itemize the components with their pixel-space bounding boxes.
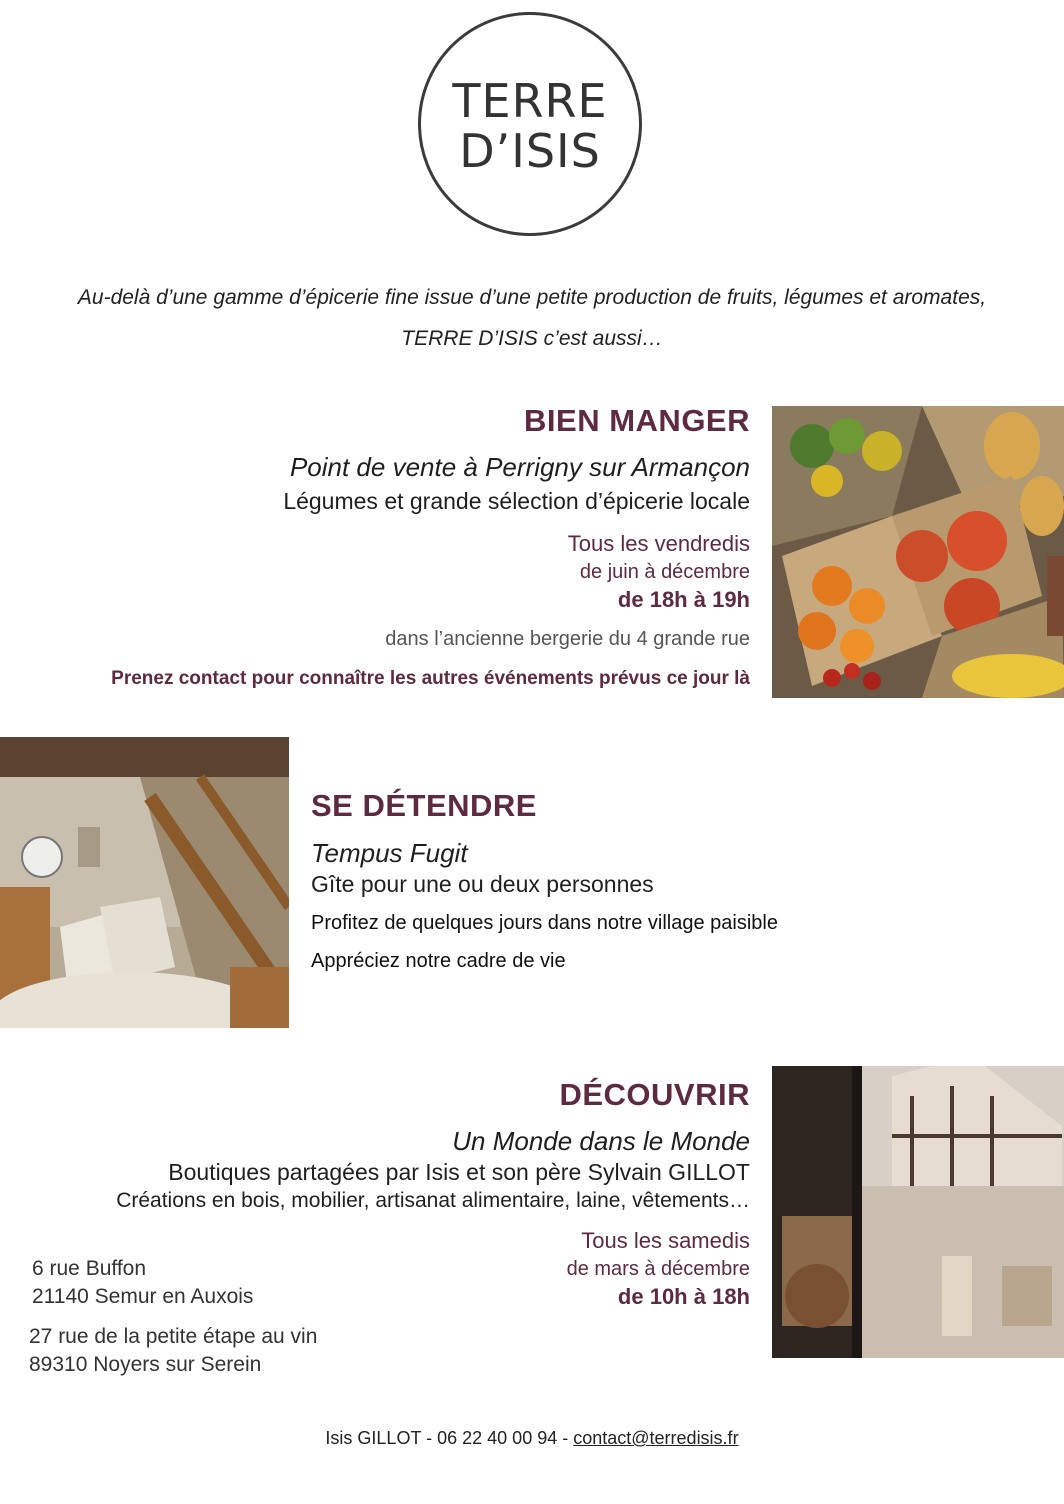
- vegetables-crates-photo: [772, 406, 1064, 698]
- se-detendre-description: Gîte pour une ou deux personnes: [311, 871, 654, 897]
- decouvrir-heading: DÉCOUVRIR: [559, 1077, 750, 1112]
- bien-manger-schedule-hours: de 18h à 19h: [617, 587, 750, 612]
- address-noyers-city: 89310 Noyers sur Serein: [29, 1353, 262, 1376]
- decouvrir-subtitle: Un Monde dans le Monde: [452, 1126, 750, 1156]
- decouvrir-schedule-period: de mars à décembre: [566, 1258, 750, 1280]
- address-semur-city: 21140 Semur en Auxois: [32, 1285, 254, 1308]
- footer-email-link[interactable]: contact@terredisis.fr: [573, 1428, 739, 1448]
- se-detendre-line-2: Appréciez notre cadre de vie: [311, 950, 566, 972]
- decouvrir-description-1: Boutiques partagées par Isis et son père Sylvain GILLOT: [168, 1159, 750, 1185]
- bien-manger-subtitle: Point de vente à Perrigny sur Armançon: [289, 452, 750, 482]
- bien-manger-contact-note: Prenez contact pour connaître les autres événements prévus ce jour là: [111, 668, 750, 689]
- decouvrir-schedule-hours: de 10h à 18h: [617, 1284, 750, 1309]
- bien-manger-location: dans l’ancienne bergerie du 4 grande rue: [385, 628, 750, 650]
- decouvrir-description-2: Créations en bois, mobilier, artisanat alimentaire, laine, vêtements…: [116, 1189, 750, 1212]
- decouvrir-schedule-day: Tous les samedis: [581, 1228, 750, 1253]
- address-noyers: [29, 1323, 317, 1379]
- bien-manger-description: Légumes et grande sélection d’épicerie locale: [283, 488, 750, 514]
- se-detendre-line-1: Profitez de quelques jours dans notre village paisible: [311, 912, 778, 934]
- terre-disis-logo: [418, 12, 642, 236]
- logo-line-2: D’ISIS: [459, 124, 601, 178]
- footer-contact-text: Isis GILLOT - 06 22 40 00 94 -: [325, 1428, 574, 1448]
- footer-contact: [0, 1428, 1064, 1449]
- logo-line-1: TERRE: [452, 74, 608, 128]
- shop-storefront-photo: [772, 1066, 1064, 1358]
- bien-manger-schedule-period: de juin à décembre: [579, 561, 750, 583]
- address-semur: [32, 1255, 253, 1311]
- se-detendre-subtitle: Tempus Fugit: [311, 838, 468, 868]
- address-noyers-street: 27 rue de la petite étape au vin: [29, 1325, 318, 1348]
- intro-line-2: TERRE D’ISIS c’est aussi…: [401, 327, 663, 350]
- se-detendre-heading: SE DÉTENDRE: [311, 788, 537, 823]
- bien-manger-schedule-day: Tous les vendredis: [567, 531, 750, 556]
- address-semur-street: 6 rue Buffon: [32, 1257, 147, 1280]
- gite-interior-photo: [0, 737, 289, 1028]
- bien-manger-heading: BIEN MANGER: [524, 403, 750, 438]
- intro-line-1: Au-delà d’une gamme d’épicerie fine issue d’une petite production de fruits, légumes et aromates,: [77, 286, 987, 309]
